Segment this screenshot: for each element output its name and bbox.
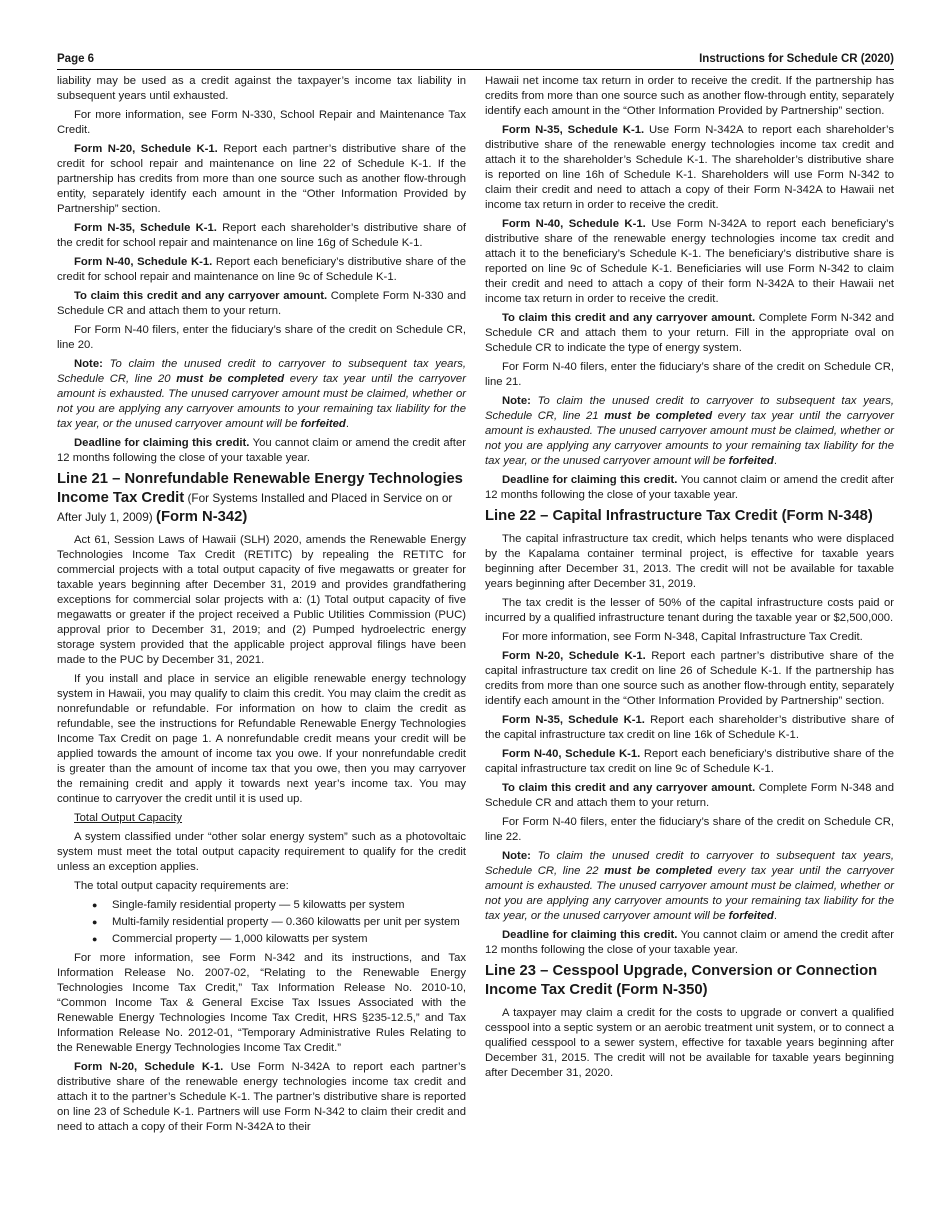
paragraph: Form N-35, Schedule K-1. Report each shareholder’s distributive share of the credit for school repair and maintenance on line 16g of Schedule K-1. [57, 222, 466, 249]
lead-in: Form N-35, Schedule K-1. [502, 714, 645, 726]
paragraph: For more information, see Form N-330, School Repair and Maintenance Tax Credit. [57, 109, 466, 136]
paragraph: If you install and place in service an eligible renewable energy technology system in Hawaii, you may qualify to claim this credit. You may claim the credit as nonrefundable or refundable. For information on how to claim the credit as refundable, see the instructions for Refundable Renewable Energy Technologies Income Tax Credit on page 1. A nonrefundable credit means your credit will be applied towards the amount of income tax you owe. If your nonrefundable credit is greater than the amount of income tax that you owe, then you may carryover the remaining credit and apply it towards next year’s income tax. You may continue to carryover the credit until it is used up. [57, 673, 466, 805]
lead-in: Form N-35, Schedule K-1. [74, 222, 217, 234]
paragraph: Form N-20, Schedule K-1. Report each partner’s distributive share of the capital infrastructure tax credit on line 26 of Schedule K-1. If the partnership has credits from more than one source such as another flow-through entity, separately identify each amount in the “Other Information Provided by Partnership” section. [485, 650, 894, 707]
lead-in: Form N-20, Schedule K-1. [74, 143, 218, 155]
paragraph: A taxpayer may claim a credit for the costs to upgrade or convert a qualified cesspool into a septic system or an aerobic treatment unit system, or to connect a qualified cesspool to a sewer system, effective for taxable years beginning after December 31, 2015. The credit will not be available for taxable years beginning after December 31, 2020. [485, 1007, 894, 1079]
lead-in: To claim this credit and any carryover amount. [502, 782, 756, 794]
paragraph: For Form N-40 filers, enter the fiduciary’s share of the credit on Schedule CR, line 20. [57, 324, 466, 351]
note: Note: To claim the unused credit to carryover to subsequent tax years, Schedule CR, line 22 must be completed every tax year until the carryover amount is exhausted. The unused carryover amount must be claimed, whether or not you are applying any carryover amounts to your remaining tax liability for the tax year, or the unused carryover amount will be forfeited. [485, 850, 894, 922]
paragraph: For Form N-40 filers, enter the fiduciary’s share of the credit on Schedule CR, line 21. [485, 361, 894, 388]
paragraph: Form N-40, Schedule K-1. Use Form N-342A to report each beneficiary’s distributive share of the renewable energy technologies income tax credit and attach it to the beneficiary’s Schedule K-1. The beneficiary’s distributive share is reported on line 9c of Schedule K-1. Beneficiaries will use Form N-342 to claim their credit and need to attach a copy of their form N-342A to their Hawaii net income tax return in order to receive the credit. [485, 218, 894, 305]
paragraph: A system classified under “other solar energy system” such as a photovoltaic system must meet the total output capacity requirement to qualify for the credit unless an exception applies. [57, 831, 466, 873]
paragraph: liability may be used as a credit against the taxpayer’s income tax liability in subsequent years until exhausted. [57, 75, 466, 102]
paragraph: For more information, see Form N-342 and its instructions, and Tax Information Release No. 2007-02, “Relating to the Renewable Energy Technologies Income Tax Credit,” Tax Information Release No. 2010-10, “Common Income Tax & General Excise Tax Issues Associated with the Renewable Energy Technologies Income Tax Credit, HRS §235-12.5,” and Tax Information Release No. 2012-01, “Temporary Administrative Rules Relating to the Renewable Energy Technologies Income Tax Credit.” [57, 952, 466, 1054]
paragraph: To claim this credit and any carryover amount. Complete Form N-330 and Schedule CR and attach them to your return. [57, 290, 466, 317]
lead-in: Form N-35, Schedule K-1. [502, 124, 645, 136]
paragraph: Act 61, Session Laws of Hawaii (SLH) 2020, amends the Renewable Energy Technologies Income Tax Credit (RETITC) by repealing the RETITC for commercial projects with a total output capacity of five megawatts or greater for taxable years beginning after December 31, 2019 and provides grandfathering exceptions for commercial solar projects with a: (1) Total output capacity of five megawatts or greater if the project received a Public Utilities Commission (PUC) approval prior to December 31, 2019; and (2) Pumped hydroelectric energy storage system provided that the applicable project approval filings have been made to the PUC by December 31, 2021. [57, 534, 466, 666]
section-heading-line-21: Line 21 – Nonrefundable Renewable Energy Technologies Income Tax Credit (For Systems Installed and Placed in Service on or After July 1, 2009) (Form N-342) [57, 471, 463, 525]
right-column [485, 74, 894, 1085]
list-item: ● Multi-family residential property — 0.360 kilowatts per unit per system [57, 915, 466, 930]
lead-in: Deadline for claiming this credit. [502, 474, 678, 486]
lead-in: Deadline for claiming this credit. [502, 929, 678, 941]
page-number: Page 6 [57, 53, 95, 65]
paragraph: Form N-40, Schedule K-1. Report each beneficiary’s distributive share of the credit for school repair and maintenance on line 9c of Schedule K-1. [57, 256, 466, 283]
section-heading-line-23: Line 23 – Cesspool Upgrade, Conversion or Connection Income Tax Credit (Form N-350) [485, 963, 878, 998]
paragraph: To claim this credit and any carryover amount. Complete Form N-342 and Schedule CR and attach them to your return. Fill in the appropriate oval on Schedule CR to indicate the type of energy system. [485, 312, 894, 354]
page-header [57, 53, 894, 70]
paragraph: Form N-35, Schedule K-1. Use Form N-342A to report each shareholder’s distributive share of the renewable energy technologies income tax credit and attach it to the shareholder’s Schedule K-1. The shareholder’s distributive share is reported on line 16h of Schedule K-1. Shareholders will use Form N-342 to claim their credit and need to attach a copy of their Form N-342A to Hawaii net income tax return in order to receive the credit. [485, 124, 894, 211]
lead-in: Deadline for claiming this credit. [74, 437, 250, 449]
paragraph: The capital infrastructure tax credit, which helps tenants who were displaced by the Kapalama container terminal project, is effective for taxable years beginning after December 31, 2013. The credit will not be available for taxable years beginning after December 31, 2019. [485, 533, 894, 590]
left-column [57, 74, 466, 1139]
paragraph: For more information, see Form N-348, Capital Infrastructure Tax Credit. [502, 631, 863, 643]
lead-in: Form N-40, Schedule K-1. [502, 218, 646, 230]
note: Note: To claim the unused credit to carryover to subsequent tax years, Schedule CR, line 20 must be completed every tax year until the carryover amount is exhausted. The unused carryover amount must be claimed, whether or not you are applying any carryover amounts to your remaining tax liability for the tax year, or the unused carryover amount will be forfeited. [57, 358, 466, 430]
lead-in: To claim this credit and any carryover amount. [74, 290, 328, 302]
capacity-list [57, 898, 466, 947]
list-item: ● Single-family residential property — 5 kilowatts per system [57, 898, 466, 913]
paragraph: To claim this credit and any carryover amount. Complete Form N-348 and Schedule CR and attach them to your return. [485, 782, 894, 809]
section-heading-line-22: Line 22 – Capital Infrastructure Tax Credit (Form N-348) [485, 508, 873, 524]
list-item: ● Commercial property — 1,000 kilowatts per system [57, 932, 466, 947]
paragraph: For Form N-40 filers, enter the fiduciary’s share of the credit on Schedule CR, line 22. [485, 816, 894, 843]
paragraph: Form N-20, Schedule K-1. Report each partner’s distributive share of the credit for school repair and maintenance on line 22 of Schedule K-1. If the partnership has credits from more than one source such as another flow-through entity, separately identify each amount in the “Other Information Provided by Partnership” section. [57, 143, 466, 215]
lead-in: Form N-40, Schedule K-1. [74, 256, 213, 268]
paragraph: Deadline for claiming this credit. You cannot claim or amend the credit after 12 months following the close of your taxable year. [485, 929, 894, 956]
paragraph: Deadline for claiming this credit. You cannot claim or amend the credit after 12 months following the close of your taxable year. [57, 437, 466, 464]
paragraph: Form N-35, Schedule K-1. Report each shareholder’s distributive share of the capital infrastructure tax credit on line 16k of Schedule K-1. [485, 714, 894, 741]
note: Note: To claim the unused credit to carryover to subsequent tax years, Schedule CR, line 21 must be completed every tax year until the carryover amount is exhausted. The unused carryover amount must be claimed, whether or not you are applying any carryover amounts to your remaining tax liability for the tax year, or the unused carryover amount will be forfeited. [485, 395, 894, 467]
lead-in: Form N-40, Schedule K-1. [502, 748, 641, 760]
document-title: Instructions for Schedule CR (2020) [699, 53, 894, 65]
paragraph: The total output capacity requirements are: [74, 880, 289, 892]
lead-in: Form N-20, Schedule K-1. [502, 650, 646, 662]
paragraph: Deadline for claiming this credit. You cannot claim or amend the credit after 12 months following the close of your taxable year. [485, 474, 894, 501]
paragraph: Hawaii net income tax return in order to receive the credit. If the partnership has credits from more than one source such as another flow-through entity, separately identify each amount in the “Other Information Provided by Partnership” section. [485, 75, 894, 117]
paragraph: The tax credit is the lesser of 50% of the capital infrastructure costs paid or incurred by a qualified infrastructure tenant during the taxable year or $2,500,000. [485, 597, 894, 624]
lead-in: Form N-20, Schedule K-1. [74, 1061, 224, 1073]
subheading-total-output-capacity: Total Output Capacity [74, 812, 183, 824]
paragraph: Form N-20, Schedule K-1. Use Form N-342A to report each partner’s distributive share of the renewable energy technologies income tax credit and attach it to the partner’s Schedule K-1. The partner’s distributive share is reported on line 23 of Schedule K-1. Partners will use Form N-342 to claim their credit and need to attach a copy of their Form N-342A to their [57, 1061, 466, 1133]
paragraph: Form N-40, Schedule K-1. Report each beneficiary’s distributive share of the capital infrastructure tax credit on line 9c of Schedule K-1. [485, 748, 894, 775]
lead-in: To claim this credit and any carryover amount. [502, 312, 756, 324]
